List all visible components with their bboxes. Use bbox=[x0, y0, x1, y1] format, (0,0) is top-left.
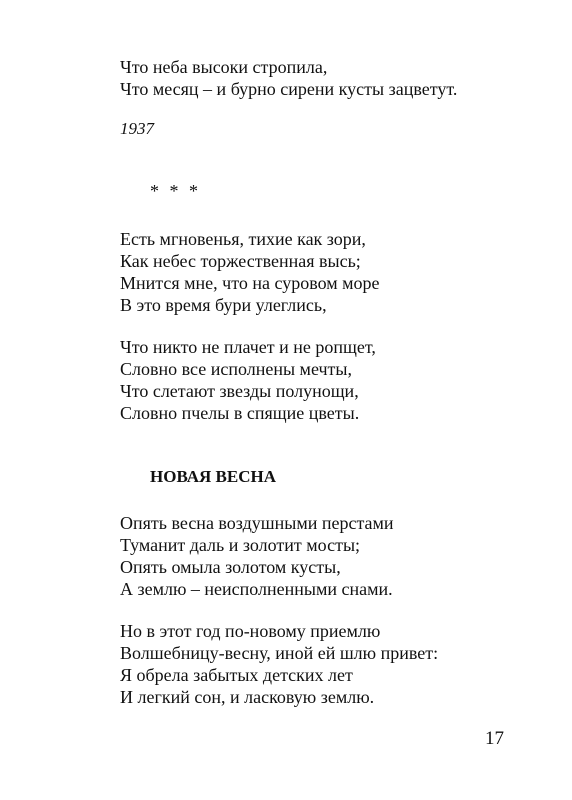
poem-date: 1937 bbox=[120, 119, 154, 138]
verse-line: Есть мгновенья, тихие как зори, bbox=[120, 229, 366, 249]
page-number: 17 bbox=[485, 728, 504, 749]
verse-line: В это время бури улеглись, bbox=[120, 295, 327, 315]
verse-line: Как небес торжественная высь; bbox=[120, 251, 361, 271]
verse-line: Туманит даль и золотит мосты; bbox=[120, 535, 361, 555]
verse-line: Что месяц – и бурно сирени кусты зацветут. bbox=[120, 79, 458, 99]
verse-line: Что неба высоки стропила, bbox=[120, 57, 328, 77]
poem-asterisks-heading: * * * bbox=[150, 181, 201, 201]
verse-line: Я обрела забытых детских лет bbox=[120, 665, 353, 685]
verse-line: Волшебницу-весну, иной ей шлю привет: bbox=[120, 643, 439, 663]
verse-line: И легкий сон, и ласковую землю. bbox=[120, 687, 375, 707]
poem-title: НОВАЯ ВЕСНА bbox=[150, 467, 276, 486]
verse-line: Словно пчелы в спящие цветы. bbox=[120, 403, 360, 423]
verse-line: Что слетают звезды полунощи, bbox=[120, 381, 359, 401]
verse-line: Что никто не плачет и не ропщет, bbox=[120, 337, 376, 357]
verse-line: Опять весна воздушными перстами bbox=[120, 513, 394, 533]
verse-line: Но в этот год по-новому приемлю bbox=[120, 621, 381, 641]
verse-line: А землю – неисполненными снами. bbox=[120, 579, 393, 599]
verse-line: Опять омыла золотом кусты, bbox=[120, 557, 341, 577]
verse-line: Словно все исполнены мечты, bbox=[120, 359, 353, 379]
verse-line: Мнится мне, что на суровом море bbox=[120, 273, 380, 293]
